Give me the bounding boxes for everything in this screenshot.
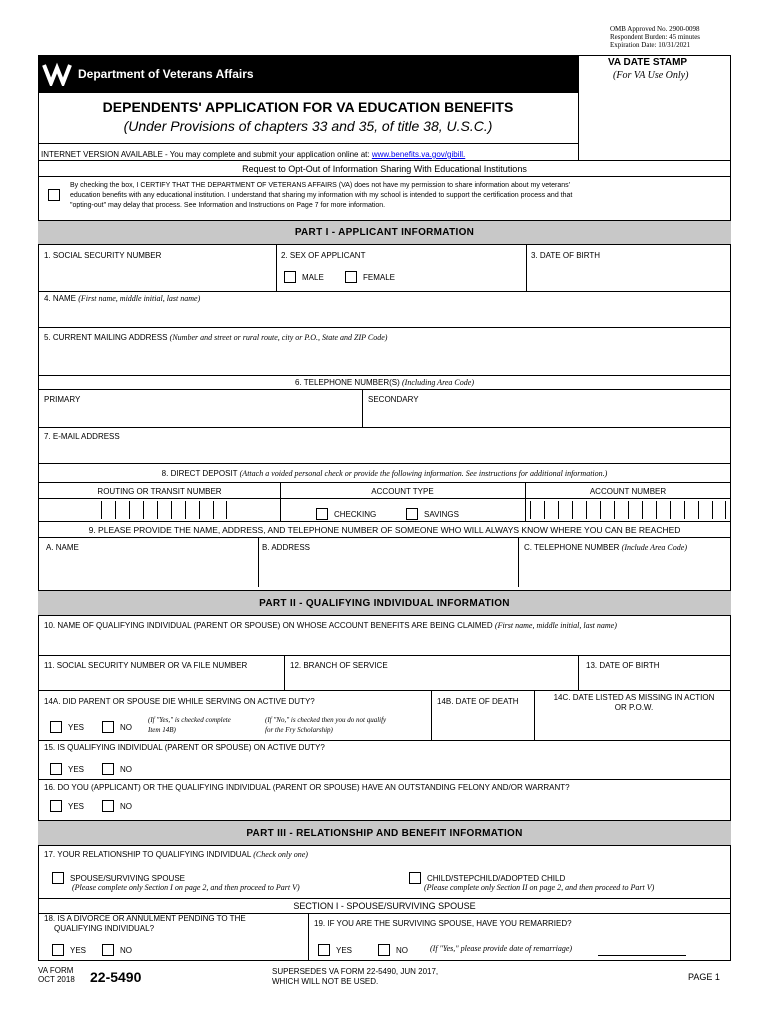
omb-burden: Respondent Burden: 45 minutes — [610, 33, 701, 41]
female-checkbox[interactable] — [345, 271, 357, 283]
sex-label: 2. SEX OF APPLICANT — [281, 251, 366, 260]
child-checkbox[interactable] — [409, 872, 421, 884]
phone-label: 6. TELEPHONE NUMBER(S) (Including Area Code) — [295, 378, 474, 387]
spouse-note: (Please complete only Section I on page 2, and then proceed to Part V) — [72, 883, 300, 892]
va-logo-icon — [42, 62, 72, 86]
agency-bar — [38, 55, 578, 93]
account-number-label: ACCOUNT NUMBER — [589, 487, 667, 496]
q18-yes-checkbox[interactable] — [52, 944, 64, 956]
dob-label: 3. DATE OF BIRTH — [531, 251, 601, 260]
checking-label: CHECKING — [334, 509, 377, 519]
q13-label: 13. DATE OF BIRTH — [586, 661, 660, 670]
female-label: FEMALE — [363, 272, 396, 282]
q19-note: (If "Yes," please provide date of remarriage) — [430, 944, 573, 953]
q10-label: 10. NAME OF QUALIFYING INDIVIDUAL (PARENT OR SPOUSE) ON WHOSE ACCOUNT BENEFITS ARE BEING CLAIMED (First name, middle initial, last name) — [44, 621, 617, 630]
checking-checkbox[interactable] — [316, 508, 328, 520]
direct-deposit-label: 8. DIRECT DEPOSIT (Attach a voided personal check or provide the following information. See instructions for additional information.) — [161, 469, 608, 478]
remarriage-date-line[interactable] — [598, 955, 686, 956]
spouse-label: SPOUSE/SURVIVING SPOUSE — [70, 873, 185, 883]
child-label: CHILD/STEPCHILD/ADOPTED CHILD — [427, 873, 566, 883]
contact-address-label: B. ADDRESS — [262, 543, 311, 552]
q14a-no-note: (If "No," is checked then you do not qualify for the Fry Scholarship) — [265, 716, 387, 734]
spouse-checkbox[interactable] — [52, 872, 64, 884]
q14a-no-checkbox[interactable] — [102, 721, 114, 733]
va-date-stamp-note: (For VA Use Only) — [613, 70, 689, 81]
q18-label: 18. IS A DIVORCE OR ANNULMENT PENDING TO THE QUALIFYING INDIVIDUAL? — [44, 914, 246, 933]
form-title: DEPENDENTS' APPLICATION FOR VA EDUCATION BENEFITS — [102, 99, 514, 115]
q18-no-checkbox[interactable] — [102, 944, 114, 956]
email-label: 7. E-MAIL ADDRESS — [44, 432, 120, 441]
q14a-yes-checkbox[interactable] — [50, 721, 62, 733]
q14a-yes-note: (If "Yes," is checked complete Item 14B) — [148, 716, 231, 734]
q15-yes-checkbox[interactable] — [50, 763, 62, 775]
form-label: VA FORM OCT 2018 — [38, 966, 75, 984]
child-note: (Please complete only Section II on page 2, and then proceed to Part V) — [424, 883, 655, 892]
q15-label: 15. IS QUALIFYING INDIVIDUAL (PARENT OR SPOUSE) ON ACTIVE DUTY? — [44, 743, 325, 752]
internet-version-line — [41, 150, 465, 159]
omb-expiration: Expiration Date: 10/31/2021 — [610, 41, 691, 49]
internet-version-text: INTERNET VERSION AVAILABLE - You may complete and submit your application online at: — [41, 150, 370, 159]
q17-label: 17. YOUR RELATIONSHIP TO QUALIFYING INDIVIDUAL (Check only one) — [44, 850, 308, 859]
male-checkbox[interactable] — [284, 271, 296, 283]
q19-no-checkbox[interactable] — [378, 944, 390, 956]
gibill-link[interactable]: www.benefits.va.gov/gibill. — [371, 150, 466, 159]
omb-block — [610, 25, 700, 49]
form-date: OCT 2018 — [38, 975, 75, 984]
routing-label: ROUTING OR TRANSIT NUMBER — [97, 487, 222, 496]
q19-yes-checkbox[interactable] — [318, 944, 330, 956]
agency-name: Department of Veterans Affairs — [78, 67, 254, 81]
ssn-label: 1. SOCIAL SECURITY NUMBER — [44, 251, 162, 260]
q14a-label: 14A. DID PARENT OR SPOUSE DIE WHILE SERVING ON ACTIVE DUTY? — [44, 697, 315, 706]
q16-yes-checkbox[interactable] — [50, 800, 62, 812]
optout-text: By checking the box, I CERTIFY THAT THE DEPARTMENT OF VETERANS AFFAIRS (VA) does not have my permission to share information about my veterans' education benefits with any educational institution. I understand that sharing my information with my school is intended to support the certification process and that "opting-out" may delay that process. See Information and Instructions on Page 7 for more information. — [70, 182, 573, 209]
page-number: PAGE 1 — [688, 972, 720, 982]
section1-header: SECTION I - SPOUSE/SURVIVING SPOUSE — [293, 901, 476, 911]
routing-number-cells[interactable] — [101, 501, 227, 519]
q14b-label: 14B. DATE OF DEATH — [437, 697, 519, 706]
primary-phone-label: PRIMARY — [44, 395, 81, 404]
omb-approval: OMB Approved No. 2900-0098 — [610, 25, 700, 33]
q16-label: 16. DO YOU (APPLICANT) OR THE QUALIFYING INDIVIDUAL (PARENT OR SPOUSE) HAVE AN OUTSTANDING FELONY AND/OR WARRANT? — [44, 783, 570, 792]
optout-title: Request to Opt-Out of Information Sharing With Educational Institutions — [242, 164, 527, 174]
savings-label: SAVINGS — [424, 509, 459, 519]
account-number-cells[interactable] — [530, 501, 726, 519]
savings-checkbox[interactable] — [406, 508, 418, 520]
supersedes-note: SUPERSEDES VA FORM 22-5490, JUN 2017, WHICH WILL NOT BE USED. — [272, 967, 439, 986]
male-label: MALE — [302, 272, 324, 282]
q19-label: 19. IF YOU ARE THE SURVIVING SPOUSE, HAVE YOU REMARRIED? — [314, 919, 572, 928]
q15-no-checkbox[interactable] — [102, 763, 114, 775]
q16-no-checkbox[interactable] — [102, 800, 114, 812]
contact-phone-label: C. TELEPHONE NUMBER (Include Area Code) — [524, 543, 687, 552]
form-number: 22-5490 — [90, 969, 142, 985]
optout-checkbox[interactable] — [48, 189, 60, 201]
q12-label: 12. BRANCH OF SERVICE — [290, 661, 388, 670]
address-label: 5. CURRENT MAILING ADDRESS (Number and street or rural route, city or P.O., State and ZIP Code) — [44, 333, 388, 342]
account-type-label: ACCOUNT TYPE — [371, 487, 434, 496]
q14c-label: 14C. DATE LISTED AS MISSING IN ACTION OR P.O.W. — [553, 693, 715, 712]
contact-question: 9. PLEASE PROVIDE THE NAME, ADDRESS, AND TELEPHONE NUMBER OF SOMEONE WHO WILL ALWAYS KNOW WHERE YOU CAN BE REACHED — [88, 525, 681, 535]
name-label: 4. NAME (First name, middle initial, last name) — [44, 294, 201, 303]
contact-name-label: A. NAME — [46, 543, 79, 552]
va-date-stamp-title: VA DATE STAMP — [608, 57, 688, 68]
q11-label: 11. SOCIAL SECURITY NUMBER OR VA FILE NUMBER — [44, 661, 248, 670]
part3-header: PART III - RELATIONSHIP AND BENEFIT INFORMATION — [38, 820, 731, 846]
part2-header: PART II - QUALIFYING INDIVIDUAL INFORMATION — [38, 590, 731, 616]
secondary-phone-label: SECONDARY — [368, 395, 419, 404]
part1-header: PART I - APPLICANT INFORMATION — [38, 220, 731, 245]
form-subtitle: (Under Provisions of chapters 33 and 35, of title 38, U.S.C.) — [123, 118, 493, 134]
